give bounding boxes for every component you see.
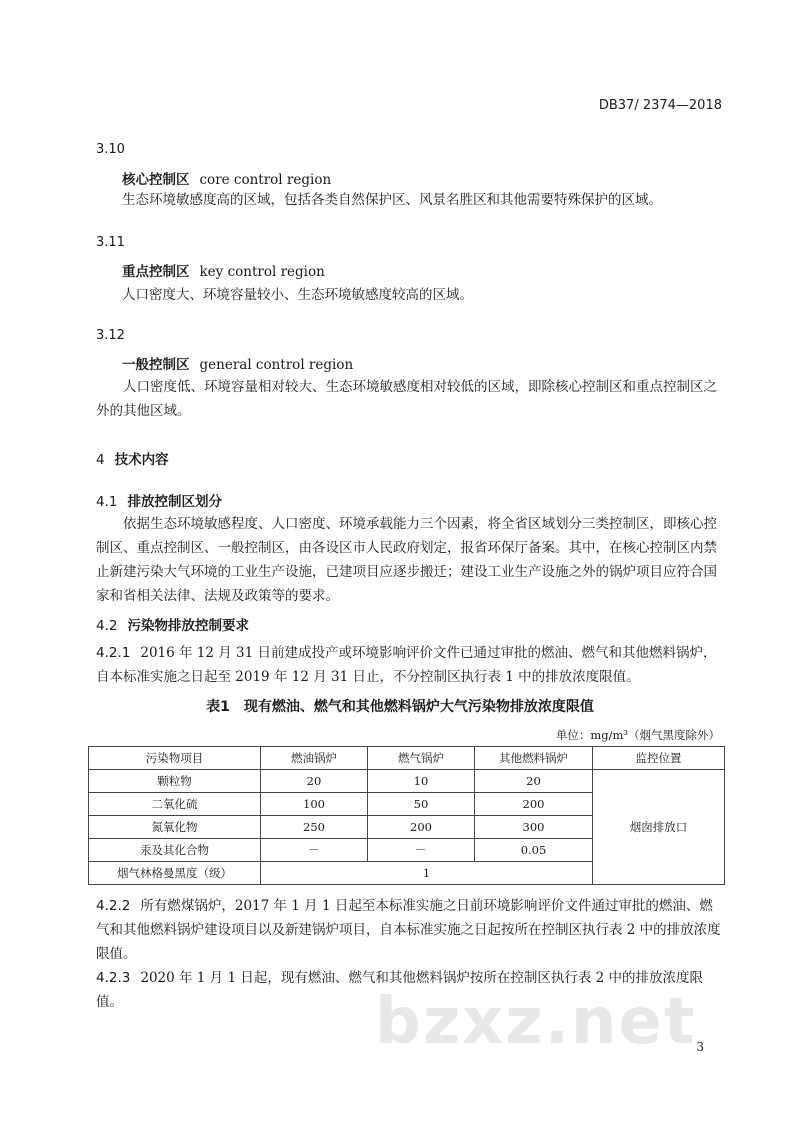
subsection-number: 4.2 (96, 618, 118, 634)
term-definition: 人口密度低、环境容量相对较大、生态环境敏感度相对较低的区域，即除核心控制区和重点控制区之外的其他区域。 (96, 379, 717, 419)
table-cell: 氮氧化物 (89, 816, 261, 839)
table-cell: 汞及其化合物 (89, 839, 261, 862)
table-header-cell: 燃气锅炉 (368, 747, 475, 770)
watermark: bzxz.net (375, 985, 697, 1059)
table-header-cell: 污染物项目 (89, 747, 261, 770)
table-cell: － (261, 839, 368, 862)
term-number: 3.12 (96, 328, 125, 343)
subsection-title: 污染物排放控制要求 (127, 618, 249, 634)
clause-text: 所有燃煤锅炉，2017 年 1 月 1 日起至本标准实施之日前环境影响评价文件通过审批的燃油、燃气和其他燃料锅炉建设项目以及新建锅炉项目，自本标准实施之日起按所在控制区执行表 2 中的排放浓度限值。 (96, 898, 721, 962)
term-definition: 人口密度大、环境容量较小、生态环境敏感度较高的区域。 (122, 287, 473, 303)
subsection-paragraph: 依据生态环境敏感程度、人口密度、环境承载能力三个因素，将全省区域划分三类控制区，即核心控制区、重点控制区、一般控制区，由各设区市人民政府划定，报省环保厅备案。其中，在核心控制区内禁止新建污染大气环境的工业生产设施，已建项目应逐步搬迁；建设工业生产设施之外的锅炉项目应符合国家和省相关法律、法规及政策等的要求。 (96, 516, 717, 604)
table-cell: 颗粒物 (89, 770, 261, 793)
table-header-cell: 其他燃料锅炉 (475, 747, 593, 770)
section-heading (96, 448, 169, 468)
table-cell: 10 (368, 770, 475, 793)
table-cell: 200 (475, 793, 593, 816)
table-unit: 单位：mg/m³（烟气黑度除外） (555, 728, 720, 742)
table-cell: 20 (261, 770, 368, 793)
section-number: 4 (96, 452, 105, 468)
term-name-cn: 重点控制区 (122, 264, 190, 280)
clause-number: 4.2.2 (96, 898, 131, 914)
term-definition: 生态环境敏感度高的区域，包括各类自然保护区、风景名胜区和其他需要特殊保护的区域。 (122, 192, 662, 208)
table-cell: 烟气林格曼黑度（级） (89, 862, 261, 885)
table-cell: 1 (261, 862, 593, 885)
table-cell: － (368, 839, 475, 862)
term-name-en: core control region (199, 172, 332, 188)
term-name-en: key control region (199, 264, 325, 280)
term-heading (122, 353, 353, 373)
term-name-cn: 一般控制区 (122, 357, 190, 373)
term-name-en: general control region (199, 357, 354, 373)
term-number: 3.11 (96, 235, 125, 250)
monitor-location-cell: 烟囱排放口 (593, 770, 725, 885)
section-title: 技术内容 (114, 452, 169, 468)
subsection-heading (96, 614, 249, 634)
table-row (89, 770, 725, 793)
subsection-heading (96, 490, 222, 510)
document-number: DB37/ 2374—2018 (598, 98, 722, 113)
subsection-title: 排放控制区划分 (127, 494, 222, 510)
subsection-number: 4.1 (96, 494, 118, 510)
clause-number: 4.2.3 (96, 970, 131, 986)
clause-paragraph (96, 641, 726, 689)
term-number: 3.10 (96, 142, 125, 157)
table-cell: 100 (261, 793, 368, 816)
clause-text: 2020 年 1 月 1 日起，现有燃油、燃气和其他燃料锅炉按所在控制区执行表 2 中的排放浓度限值。 (96, 970, 704, 1010)
term-heading (122, 260, 325, 280)
clause-text: 2016 年 12 月 31 日前建成投产或环境影响评价文件已通过审批的燃油、燃气和其他燃料锅炉，自本标准实施之日起至 2019 年 12 月 31 日止，不分控制区执行表 1 中的排放浓度限值。 (96, 645, 717, 685)
table-cell: 250 (261, 816, 368, 839)
table-caption: 表1 现有燃油、燃气和其他燃料锅炉大气污染物排放浓度限值 (206, 699, 594, 715)
clause-number: 4.2.1 (96, 645, 131, 661)
table-cell: 200 (368, 816, 475, 839)
table-header-cell: 燃油锅炉 (261, 747, 368, 770)
table-cell: 20 (475, 770, 593, 793)
clause-paragraph (96, 894, 726, 966)
table-header-cell: 监控位置 (593, 747, 725, 770)
table-cell: 50 (368, 793, 475, 816)
table-cell: 0.05 (475, 839, 593, 862)
table-cell: 二氧化硫 (89, 793, 261, 816)
emission-limits-table (88, 746, 725, 885)
term-heading (122, 168, 331, 188)
table-cell: 300 (475, 816, 593, 839)
page-number: 3 (696, 1040, 704, 1054)
term-name-cn: 核心控制区 (122, 172, 190, 188)
table-header-row (89, 747, 725, 770)
